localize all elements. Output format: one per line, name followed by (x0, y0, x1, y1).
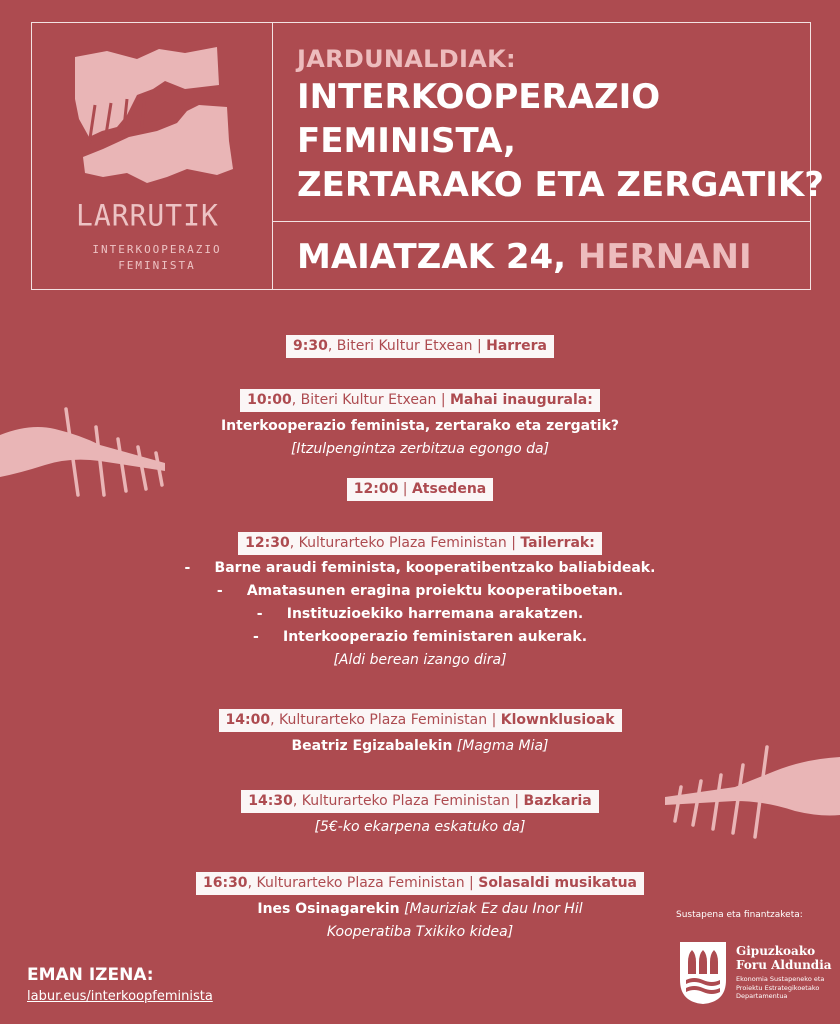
time-tag: 10:00, Biteri Kultur Etxean | Mahai inaugurala: (240, 389, 600, 412)
logo-cell (32, 23, 273, 289)
logo-subtitle-2: FEMINISTA (118, 259, 196, 272)
program-item-bazkaria (0, 790, 840, 839)
program-item-inaugural (0, 389, 840, 461)
session-guest: Beatriz Egizabalekin [Magma Mia] (291, 738, 549, 754)
place-text: HERNANI (577, 237, 752, 277)
time-tag: 12:30, Kulturarteko Plaza Feministan | Tailerrak: (238, 532, 602, 555)
signup-link[interactable]: labur.eus/interkoopfeminista (27, 989, 213, 1004)
gipuzkoa-shield-icon (678, 940, 728, 1006)
sponsor-name: Gipuzkoako Foru Aldundia (736, 944, 832, 972)
header-divider (273, 221, 810, 222)
workshop-item: - Barne araudi feminista, kooperatibentzako baliabideak. (184, 560, 656, 576)
title-line-1: INTERKOOPERAZIO (297, 77, 661, 117)
logo-wordmark: LARRUTIK (76, 198, 219, 233)
session-guest: Ines Osinagarekin [Mauriziak Ez dau Inor Hil (257, 901, 583, 917)
time-tag: 12:00 | Atsedena (347, 478, 494, 501)
kicker: JARDUNALDIAK: (297, 45, 516, 73)
workshop-item: - Amatasunen eragina proiektu kooperatiboetan. (216, 583, 624, 599)
session-note: [Itzulpengintza zerbitzua egongo da] (290, 441, 550, 457)
session-note: Kooperatiba Txikiko kidea] (326, 924, 514, 940)
program-item-atsedena (0, 478, 840, 501)
page-title (297, 75, 824, 207)
time-tag: 16:30, Kulturarteko Plaza Feministan | Solasaldi musikatua (196, 872, 644, 895)
time-tag: 9:30, Biteri Kultur Etxean | Harrera (286, 335, 554, 358)
event-date (297, 237, 752, 277)
workshop-item: - Instituzioekiko harremana arakatzen. (256, 606, 584, 622)
title-line-3: ZERTARAKO ETA ZERGATIK? (297, 165, 824, 205)
program-item-klownklusioak (0, 709, 840, 758)
workshop-item: - Interkooperazio feministaren aukerak. (252, 629, 588, 645)
program-item-harrera (0, 335, 840, 358)
session-subtitle: Interkooperazio feminista, zertarako eta zergatik? (220, 418, 620, 434)
logo-subtitle-1: INTERKOOPERAZIO (92, 243, 222, 256)
header-box (31, 22, 824, 290)
title-line-2: FEMINISTA, (297, 121, 516, 161)
time-tag: 14:00, Kulturarteko Plaza Feministan | Klownklusioak (219, 709, 622, 732)
session-note: [Aldi berean izango dira] (333, 652, 507, 668)
program-item-tailerrak (0, 532, 840, 672)
program-item-solasaldia (0, 872, 840, 944)
sponsor-label: Sustapena eta finantzaketa: (676, 910, 803, 920)
time-tag: 14:30, Kulturarteko Plaza Feministan | Bazkaria (241, 790, 598, 813)
torn-skin-stitches-icon (67, 45, 237, 195)
signup-title: EMAN IZENA: (27, 965, 154, 985)
session-note: [5€-ko ekarpena eskatuko da] (314, 819, 526, 835)
sponsor-department: Ekonomia Sustapeneko eta Proiektu Estrategikoetako Departamentua (736, 975, 825, 1000)
date-text: MAIATZAK 24, (297, 237, 567, 277)
